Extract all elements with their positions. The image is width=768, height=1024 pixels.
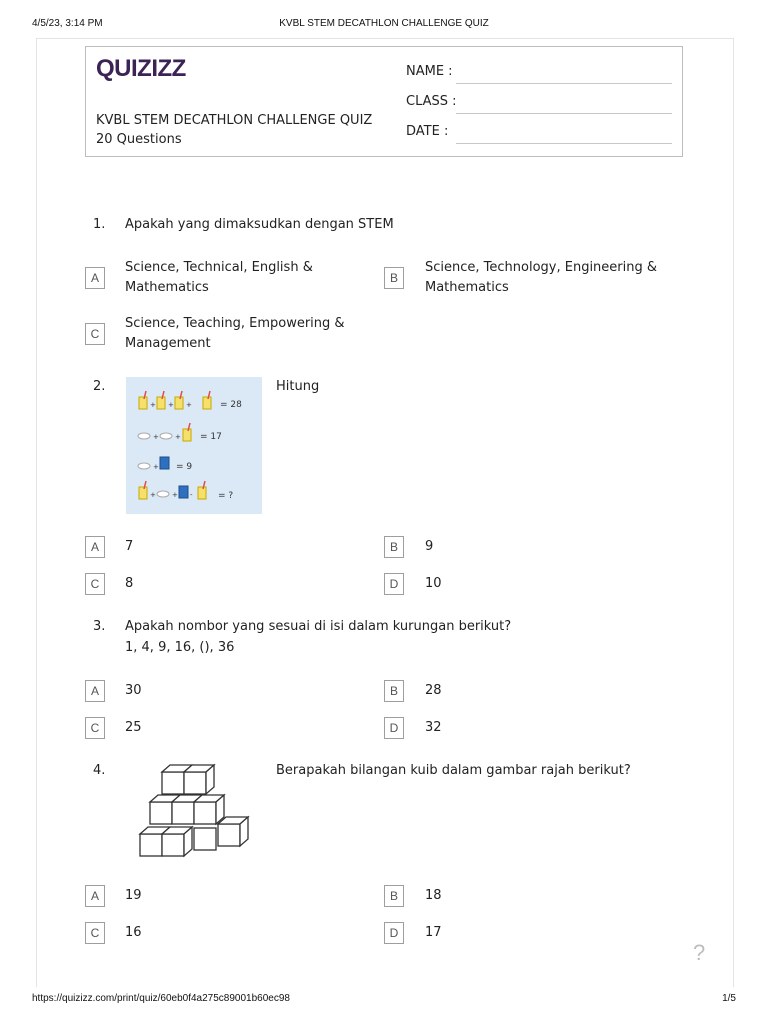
date-label: DATE :: [406, 124, 449, 139]
q3-option-c-text: 25: [125, 720, 142, 735]
juice-glass-icon: [139, 391, 211, 409]
puzzle-line-4: = ?: [218, 491, 234, 501]
puzzle-drawing: [126, 377, 262, 514]
q1-option-a-text: Science, Technical, English & Mathematics: [125, 260, 313, 295]
name-field[interactable]: [456, 82, 672, 84]
q3-option-a-box[interactable]: A: [85, 680, 105, 702]
quizizz-logo-icon: [96, 55, 186, 82]
cubes-image: [132, 762, 257, 866]
q2-option-c-box[interactable]: C: [85, 573, 105, 595]
svg-text:+: +: [175, 433, 181, 441]
q2-option-b-box[interactable]: B: [384, 536, 404, 558]
quizizz-logo: [96, 55, 186, 88]
name-label: NAME :: [406, 64, 453, 79]
q4-option-d-text: 17: [425, 925, 442, 940]
date-field[interactable]: [456, 142, 672, 144]
question-count: 20 Questions: [96, 132, 182, 147]
q3-option-d-box[interactable]: D: [384, 717, 404, 739]
class-label: CLASS :: [406, 94, 457, 109]
svg-text:+: +: [150, 401, 156, 409]
puzzle-line-2: = 17: [200, 432, 222, 442]
q4-option-b-box[interactable]: B: [384, 885, 404, 907]
q1-option-a-box[interactable]: A: [85, 267, 105, 289]
q4-option-c-box[interactable]: C: [85, 922, 105, 944]
print-header: [32, 18, 736, 32]
quiz-title: KVBL STEM DECATHLON CHALLENGE QUIZ: [96, 113, 373, 128]
q4-option-d-box[interactable]: D: [384, 922, 404, 944]
q3-option-b-box[interactable]: B: [384, 680, 404, 702]
q3-option-d-text: 32: [425, 720, 442, 735]
puzzle-line-1: = 28: [220, 400, 242, 410]
question-4-text: Berapakah bilangan kuib dalam gambar rajah berikut?: [276, 763, 631, 778]
plate-icon: [138, 423, 191, 441]
print-footer: [32, 993, 736, 1007]
q2-option-c-text: 8: [125, 576, 134, 591]
q1-option-b-text: Science, Technology, Engineering & Mathematics: [425, 260, 658, 295]
svg-text:+: +: [150, 491, 156, 499]
class-field[interactable]: [456, 112, 672, 114]
q4-option-a-box[interactable]: A: [85, 885, 105, 907]
q2-option-a-text: 7: [125, 539, 134, 554]
puzzle-line-3: = 9: [176, 462, 193, 472]
question-2-number: 2.: [93, 379, 106, 394]
quiz-header-box: [85, 46, 683, 157]
q3-option-a-text: 30: [125, 683, 142, 698]
mixed-icons: [139, 481, 206, 499]
q1-option-b-box[interactable]: B: [384, 267, 404, 289]
svg-text:+: +: [153, 433, 159, 441]
q2-option-b-text: 9: [425, 539, 434, 554]
question-2-text: Hitung: [276, 379, 320, 394]
question-3-subtext: 1, 4, 9, 16, (), 36: [125, 640, 235, 655]
q2-option-a-box[interactable]: A: [85, 536, 105, 558]
puzzle-image: [126, 377, 262, 514]
cubes-drawing: [132, 762, 257, 862]
svg-text:+: +: [186, 401, 192, 409]
page-number: 1/5: [722, 993, 736, 1004]
question-1-text: Apakah yang dimaksudkan dengan STEM: [125, 217, 394, 232]
q4-option-a-text: 19: [125, 888, 142, 903]
q2-option-d-text: 10: [425, 576, 442, 591]
mug-icon: [138, 457, 169, 471]
svg-text:+: +: [168, 401, 174, 409]
q4-option-b-text: 18: [425, 888, 442, 903]
svg-text:-: -: [190, 491, 193, 499]
print-title: KVBL STEM DECATHLON CHALLENGE QUIZ: [279, 18, 489, 29]
q1-option-c-box[interactable]: C: [85, 323, 105, 345]
question-4-number: 4.: [93, 763, 106, 778]
q3-option-b-text: 28: [425, 683, 442, 698]
help-icon[interactable]: ?: [693, 940, 706, 965]
q3-option-c-box[interactable]: C: [85, 717, 105, 739]
logo-text: QUIZIZZ: [96, 55, 186, 82]
q1-option-c-text: Science, Teaching, Empowering & Management: [125, 316, 345, 351]
svg-text:+: +: [172, 491, 178, 499]
print-date: 4/5/23, 3:14 PM: [32, 18, 103, 29]
svg-text:+: +: [153, 463, 159, 471]
q2-option-d-box[interactable]: D: [384, 573, 404, 595]
question-3-text: Apakah nombor yang sesuai di isi dalam kurungan berikut?: [125, 619, 512, 634]
print-url: https://quizizz.com/print/quiz/60eb0f4a275c89001b60ec98: [32, 993, 290, 1004]
q4-option-c-text: 16: [125, 925, 142, 940]
question-3-number: 3.: [93, 619, 106, 634]
question-1-number: 1.: [93, 217, 106, 232]
